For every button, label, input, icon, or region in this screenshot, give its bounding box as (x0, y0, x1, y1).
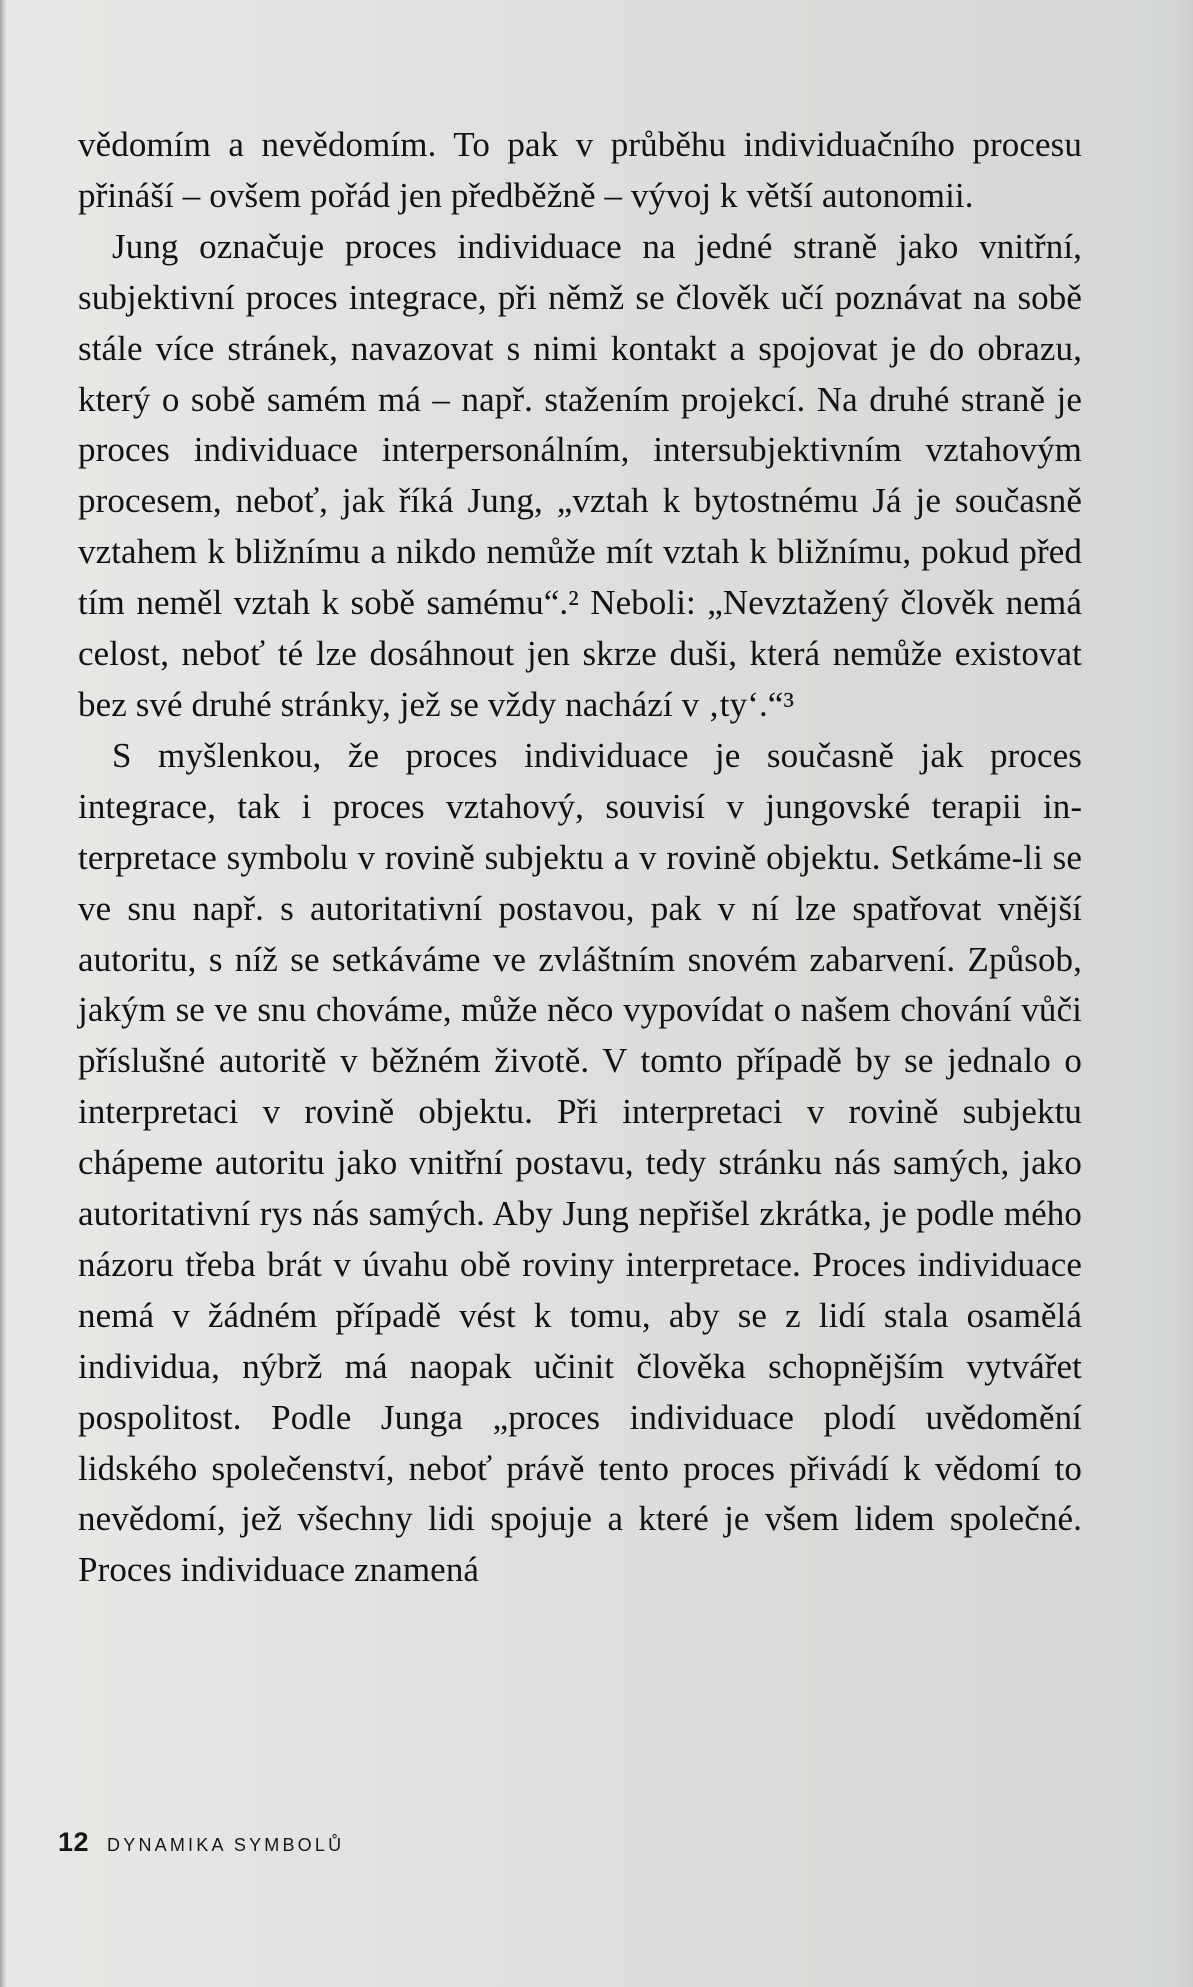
page-left-shadow (0, 0, 7, 1987)
running-title: DYNAMIKA SYMBOLŮ (107, 1835, 345, 1855)
paragraph-2: Jung označuje proces individuace na jedné straně jako vnitřní, subjektivní proces integrace, při němž se člověk učí poznávat na sobě stále více stránek, navazovat s nimi kontakt a spojovat je do obrazu, který o sobě samém má – např. stažením projekcí. Na druhé straně je proces individuace interpersonálním, intersubjektivním vztahovým procesem, neboť, jak říká Jung, „vztah k bytostnému Já je současně vztahem k bližnímu a nikdo nemůže mít vztah k bližnímu, pokud před tím neměl vztah k sobě samému“.² Neboli: „Nevztažený člověk nemá celost, neboť té lze dosáhnout jen skrze duši, která nemůže existovat bez své druhé stránky, jež se vždy nachází v ‚ty‘.“³ (78, 226, 1082, 724)
paragraph-3: S myšlenkou, že proces individuace je současně jak proces integrace, tak i proces vztahový, souvisí v jungovské terapii interpretace symbolu v rovině subjektu a v rovině objektu. Setkáme-li se ve snu např. s autoritativní postavou, pak v ní lze spatřovat vnější autoritu, s níž se setkáváme ve zvláštním snovém zabarvení. Způsob, jakým se ve snu chováme, může něco vypovídat o našem chování vůči příslušné autoritě v běžném životě. V tomto případě by se jednalo o interpretaci v rovině objektu. Při interpretaci v rovině subjektu chápeme autoritu jako vnitřní postavu, tedy stránku nás samých, jako autoritativní rys nás samých. Aby Jung nepřišel zkrátka, je podle mého názoru třeba brát v úvahu obě roviny interpretace. Proces individuace nemá v žádném případě vést k tomu, aby se z lidí stala osamělá individua, nýbrž má naopak učinit člověka schopnějším vytvářet pospolitost. Podle Junga „proces individuace plodí uvědomění lidského společenství, neboť právě tento proces přivádí k vědomí to nevědomí, jež všechny lidi spojuje a které je všem lidem společné. Proces individuace znamená (78, 735, 1082, 1590)
body-text (78, 120, 1082, 1596)
page-number: 12 (58, 1827, 90, 1857)
paragraph-1: vědomím a nevědomím. To pak v průběhu individuačního procesu přináší – ovšem pořád jen předběžně – vývoj k větší autonomii. (78, 125, 1082, 215)
page-footer (58, 1827, 344, 1867)
page-right-shadow (1175, 0, 1193, 1987)
